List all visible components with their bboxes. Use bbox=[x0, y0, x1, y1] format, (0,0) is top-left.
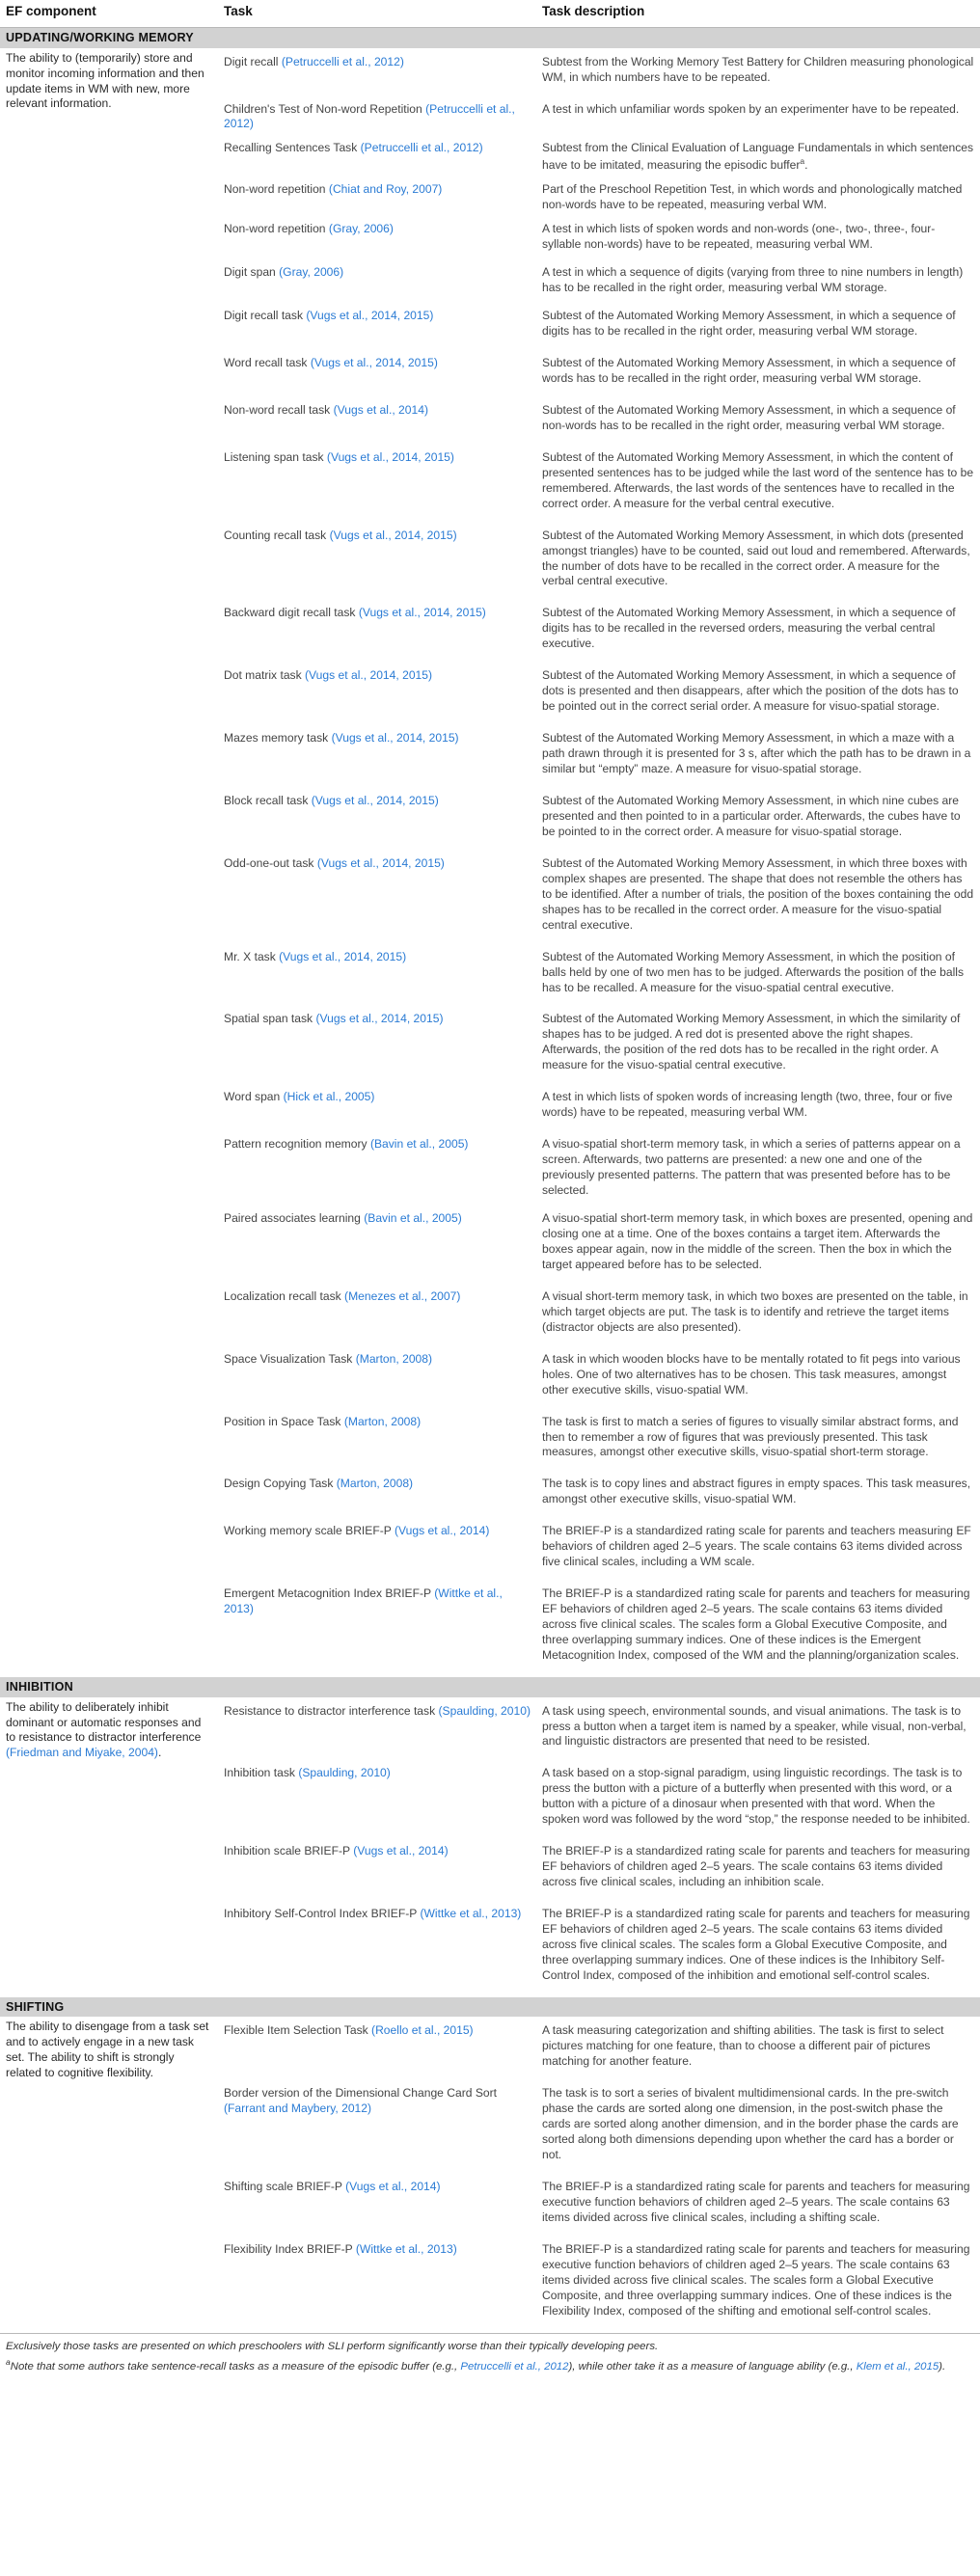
task-description: Subtest of the Automated Working Memory Assessment, in which a sequence of digits has to be recalled in the right order, measuring verbal WM storage. bbox=[542, 309, 956, 339]
task-name: Word span bbox=[224, 1090, 281, 1104]
citation-link[interactable]: (Farrant and Maybery, 2012) bbox=[224, 2101, 372, 2116]
citation-link[interactable]: (Petruccelli et al., 2012) bbox=[360, 141, 483, 155]
task-cell bbox=[218, 2017, 536, 2083]
task-name: Word recall task bbox=[224, 355, 308, 369]
task-name: Flexible Item Selection Task bbox=[224, 2023, 368, 2038]
citation-link[interactable]: (Vugs et al., 2014, 2015) bbox=[326, 449, 454, 464]
task-description: Subtest of the Automated Working Memory Assessment, in which a sequence of digits has to be recalled in the reversed orders, measuring the verbal central executive. bbox=[542, 606, 956, 651]
task-cell bbox=[218, 138, 536, 179]
task-cell bbox=[218, 1009, 536, 1087]
task-description: The BRIEF-P is a standardized rating scale for parents and teachers for measuring EF behaviors of children aged 2–5 years. The scale contains 63 items divided across five clinical scales, including an inhibition scale. bbox=[542, 1844, 970, 1889]
task-description: A test in which unfamiliar words spoken by an experimenter have to be repeated. bbox=[542, 101, 960, 116]
task-name: Odd-one-out task bbox=[224, 855, 314, 870]
task-name: Paired associates learning bbox=[224, 1211, 361, 1226]
task-cell bbox=[218, 2239, 536, 2333]
citation-link[interactable]: (Wittke et al., 2013) bbox=[224, 1586, 503, 1616]
task-name: Resistance to distractor interference task bbox=[224, 1703, 436, 1718]
header-row bbox=[0, 0, 980, 28]
task-name: Inhibitory Self-Control Index BRIEF-P bbox=[224, 1907, 418, 1921]
task-cell bbox=[218, 1841, 536, 1904]
task-description: The BRIEF-P is a standardized rating scale for parents and teachers for measuring executive function behaviors of children aged 2–5 years. The scale contains 63 items divided across five clinical scales, including a shifting scale. bbox=[542, 2180, 970, 2224]
citation-link[interactable]: (Vugs et al., 2014, 2015) bbox=[306, 309, 434, 323]
table-body bbox=[0, 28, 980, 2334]
task-cell bbox=[218, 1287, 536, 1349]
task-description: Subtest from the Clinical Evaluation of Language Fundamentals in which sentences have to be imitated, measuring the episodic buffer$^a$. bbox=[542, 141, 974, 173]
task-cell bbox=[218, 1087, 536, 1134]
task-name: Non-word recall task bbox=[224, 402, 331, 417]
table-row bbox=[0, 48, 980, 99]
task-name: Spatial span task bbox=[224, 1012, 313, 1026]
task-name: Dot matrix task bbox=[224, 668, 302, 683]
task-cell bbox=[218, 2177, 536, 2239]
task-cell bbox=[218, 1349, 536, 1412]
section-title: UPDATING/WORKING MEMORY bbox=[0, 28, 980, 48]
task-name: Children's Test of Non-word Repetition bbox=[224, 101, 422, 116]
task-description: Part of the Preschool Repetition Test, in which words and phonologically matched non-words have to be repeated, measuring verbal WM. bbox=[542, 182, 963, 212]
citation-link[interactable]: (Vugs et al., 2014, 2015) bbox=[310, 355, 438, 369]
task-cell bbox=[218, 306, 536, 353]
citation-link[interactable]: (Vugs et al., 2014, 2015) bbox=[315, 1012, 444, 1026]
citation-link[interactable]: (Vugs et al., 2014) bbox=[353, 1844, 449, 1858]
task-name: Digit span bbox=[224, 265, 276, 280]
citation-link[interactable]: (Chiat and Roy, 2007) bbox=[328, 182, 443, 197]
task-description: A task measuring categorization and shifting abilities. The task is first to select pictures matching for one feature, than to choose a different pair of pictures matching for another feature. bbox=[542, 2023, 944, 2069]
citation-link[interactable]: (Vugs et al., 2014, 2015) bbox=[331, 731, 459, 746]
citation-link[interactable]: (Marton, 2008) bbox=[355, 1351, 433, 1366]
task-description: The BRIEF-P is a standardized rating scale for parents and teachers for measuring executive function behaviors of children aged 2–5 years. The scale contains 63 items divided across five clinical scales. The scales form a Global Executive Composite, and three overlapping summary indices. One of these indices is the Flexibility Index, composed of the shifting and emotional self-control scales. bbox=[536, 2239, 980, 2333]
footnote-row bbox=[0, 2354, 980, 2374]
task-cell bbox=[218, 48, 536, 99]
task-name: Shifting scale BRIEF-P bbox=[224, 2180, 342, 2194]
citation-link[interactable]: (Roello et al., 2015) bbox=[371, 2023, 474, 2038]
section-title: INHIBITION bbox=[0, 1677, 980, 1697]
task-cell bbox=[218, 728, 536, 791]
header-task: Task bbox=[218, 0, 536, 28]
task-cell bbox=[218, 1763, 536, 1841]
task-name: Inhibition scale BRIEF-P bbox=[224, 1844, 350, 1858]
task-description: Subtest of the Automated Working Memory Assessment, in which a sequence of words has to be recalled in the right order, measuring verbal WM storage. bbox=[542, 355, 956, 385]
citation-link[interactable]: (Spaulding, 2010) bbox=[298, 1766, 391, 1780]
table-row bbox=[0, 2017, 980, 2083]
task-cell bbox=[218, 400, 536, 447]
task-name: Inhibition task bbox=[224, 1766, 295, 1780]
task-description: Subtest of the Automated Working Memory Assessment, in which three boxes with complex shapes are presented. The shape that does not resemble the others has to be identified. After a number of trials, the position of the boxes containing the odd shapes has to be recalled in the correct order. A measure for the visuo-spatial central executive. bbox=[542, 855, 974, 932]
task-cell bbox=[218, 179, 536, 219]
task-name: Mazes memory task bbox=[224, 731, 329, 746]
task-description: A task based on a stop-signal paradigm, using linguistic recordings. The task is to press the button with a picture of a butterfly when presented with this word, or a button with a picture of a dinosaur when presented with that word. When the spoken word was followed by the word “stop,” the response needed to be inhibited. bbox=[542, 1766, 970, 1827]
task-description: Subtest of the Automated Working Memory Assessment, in which the position of balls held by one of two men has to be judged. Afterwards the position of the balls has to be recalled. A measure for the visuo-spatial central executive. bbox=[542, 949, 964, 994]
citation-link[interactable]: (Marton, 2008) bbox=[336, 1477, 414, 1491]
task-name: Non-word repetition bbox=[224, 182, 326, 197]
task-description: The BRIEF-P is a standardized rating scale for parents and teachers for measuring EF behaviors of children aged 2–5 years. The scale contains 63 items divided across five clinical scales. The scales form a Global Executive Composite, and three overlapping summary indices. One of these indices is the Inhibitory Self-Control Index, composed of the inhibition and emotional self-control scales. bbox=[542, 1907, 970, 1982]
ef-component-definition: The ability to disengage from a task set and to actively engage in a new task set. The ability to shift is strongly related to cognitive flexibility. bbox=[6, 2020, 209, 2080]
citation-link[interactable]: (Friedman and Miyake, 2004) bbox=[6, 1746, 158, 1760]
citation-link[interactable]: (Marton, 2008) bbox=[343, 1414, 422, 1428]
task-cell bbox=[218, 665, 536, 728]
task-name: Design Copying Task bbox=[224, 1477, 334, 1491]
task-description: A visuo-spatial short-term memory task, in which boxes are presented, opening and closing one at a time. One of the boxes contains a target item. Afterwards the boxes appear again, now in the middle of the screen. Then the box in which the target appeared before has to be selected. bbox=[542, 1211, 973, 1271]
citation-link[interactable]: (Vugs et al., 2014, 2015) bbox=[279, 949, 407, 963]
task-cell bbox=[218, 2083, 536, 2177]
task-name: Flexibility Index BRIEF-P bbox=[224, 2241, 353, 2256]
citation-link[interactable]: (Gray, 2006) bbox=[279, 265, 344, 280]
task-name: Border version of the Dimensional Change Card Sort bbox=[224, 2086, 498, 2101]
citation-link[interactable]: (Vugs et al., 2014, 2015) bbox=[316, 855, 445, 870]
task-cell bbox=[218, 854, 536, 947]
task-cell bbox=[218, 1474, 536, 1521]
task-cell bbox=[218, 1904, 536, 1997]
citation-link[interactable]: (Vugs et al., 2014, 2015) bbox=[358, 606, 486, 620]
task-description: A test in which lists of spoken words of increasing length (two, three, four or five words) have to be repeated, measuring verbal WM. bbox=[542, 1090, 953, 1120]
task-name: Position in Space Task bbox=[224, 1414, 341, 1428]
citation-link[interactable]: (Bavin et al., 2005) bbox=[369, 1137, 469, 1152]
task-name: Digit recall task bbox=[224, 309, 303, 323]
citation-link[interactable]: (Gray, 2006) bbox=[328, 222, 394, 236]
header-task-description: Task description bbox=[536, 0, 980, 28]
task-description: The task is to copy lines and abstract figures in empty spaces. This task measures, amongst other executive skills, visuo-spatial WM. bbox=[542, 1477, 971, 1506]
task-name: Mr. X task bbox=[224, 949, 276, 963]
task-cell bbox=[218, 219, 536, 262]
task-name: Backward digit recall task bbox=[224, 606, 356, 620]
citation-link[interactable]: (Bavin et al., 2005) bbox=[364, 1211, 462, 1226]
citation-link[interactable]: (Vugs et al., 2014, 2015) bbox=[311, 794, 439, 807]
task-cell bbox=[218, 526, 536, 604]
task-cell bbox=[218, 353, 536, 400]
task-cell bbox=[218, 1134, 536, 1208]
task-description: Subtest of the Automated Working Memory Assessment, in which a sequence of dots is presented and then disappears, after which the position of the dots has to be pointed out in the correct serial order. A measure for visuo-spatial storage. bbox=[542, 668, 959, 714]
task-description: Subtest of the Automated Working Memory Assessment, in which the similarity of shapes has to be judged. A red dot is presented above the right shapes. Afterwards, the position of the red dots has to be recalled in the right order. A measure for the visuo-spatial central executive. bbox=[542, 1012, 961, 1072]
task-cell bbox=[218, 1584, 536, 1677]
task-description: Subtest from the Working Memory Test Battery for Children measuring phonological WM, in which numbers have to be repeated. bbox=[542, 54, 974, 84]
citation-link[interactable]: (Petruccelli et al., 2012) bbox=[224, 101, 515, 131]
task-name: Digit recall bbox=[224, 54, 279, 68]
citation-link[interactable]: (Spaulding, 2010) bbox=[438, 1703, 531, 1718]
task-cell bbox=[218, 603, 536, 665]
task-description: The task is first to match a series of figures to visually similar abstract forms, and then to remember a row of figures that was previously presented. This task measures, amongst other executive skills, visuo-spatial short-term storage. bbox=[542, 1414, 959, 1459]
citation-link[interactable]: (Vugs et al., 2014) bbox=[345, 2180, 441, 2194]
table-row bbox=[0, 1697, 980, 1764]
footnote-general: Exclusively those tasks are presented on which preschoolers with SLI perform significantly worse than their typically developing peers. bbox=[0, 2333, 980, 2354]
task-description: The BRIEF-P is a standardized rating scale for parents and teachers measuring EF behaviors of children aged 2–5 years. The scale contains 63 items divided across five clinical scales, including a WM scale. bbox=[542, 1524, 971, 1569]
task-description: The BRIEF-P is a standardized rating scale for parents and teachers for measuring EF behaviors of children aged 2–5 years. The scale contains 63 items divided across five clinical scales. The scales form a Global Executive Composite, and three overlapping summary indices. One of these indices is the Emergent Metacognition Index, composed of the WM and the planning/organization scales. bbox=[542, 1586, 970, 1662]
citation-link[interactable]: (Wittke et al., 2013) bbox=[420, 1907, 522, 1921]
task-description: A test in which lists of spoken words and non-words (one-, two-, three-, four- syllable non-words) have to be repeated, measuring verbal WM. bbox=[542, 222, 936, 252]
task-description: A visual short-term memory task, in which two boxes are presented on the table, in which target objects are put. The task is to identify and retrieve the target items (distractor objects are also presented). bbox=[542, 1288, 968, 1334]
task-description: Subtest of the Automated Working Memory Assessment, in which the content of presented sentences has to be judged while the last word of the sentence has to be remembered. Afterwards, the last words of the sentences have to recalled in the correct order. A measure for the verbal central executive. bbox=[542, 449, 974, 510]
task-description: Subtest of the Automated Working Memory Assessment, in which a sequence of non-words has to be recalled in the right order, measuring verbal WM storage. bbox=[542, 402, 956, 432]
task-name: Working memory scale BRIEF-P bbox=[224, 1524, 392, 1538]
task-name: Recalling Sentences Task bbox=[224, 141, 358, 155]
ef-component-definition: The ability to (temporarily) store and monitor incoming information and then update items in WM with new, more relevant information. bbox=[6, 50, 204, 111]
citation-link[interactable]: (Wittke et al., 2013) bbox=[355, 2241, 457, 2256]
section-header-row bbox=[0, 1997, 980, 2018]
footnote-a: $^a$Note that some authors take sentence-recall tasks as a measure of the episodic buffer (e.g., Petruccelli et al., 2012), while other take it as a measure of language ability (e.g., Klem et al., 2015). bbox=[6, 2356, 946, 2373]
citation-link[interactable]: Petruccelli et al., 2012 bbox=[460, 2360, 569, 2373]
task-description: A task using speech, environmental sounds, and visual animations. The task is to press a button when a target item is named by a speaker, while visual, non-verbal, and linguistic distractors are presented that need to be resisted. bbox=[542, 1703, 966, 1749]
citation-link[interactable]: (Vugs et al., 2014, 2015) bbox=[329, 528, 457, 542]
task-name: Localization recall task bbox=[224, 1288, 341, 1303]
citation-link[interactable]: (Menezes et al., 2007) bbox=[344, 1288, 461, 1303]
task-description: A test in which a sequence of digits (varying from three to nine numbers in length) has to be recalled in the right order, measuring verbal WM storage. bbox=[542, 265, 964, 295]
task-name: Counting recall task bbox=[224, 528, 327, 542]
footnote-row bbox=[0, 2333, 980, 2354]
task-cell bbox=[218, 1412, 536, 1475]
task-cell bbox=[218, 447, 536, 526]
section-header-row bbox=[0, 28, 980, 48]
citation-link[interactable]: (Petruccelli et al., 2012) bbox=[281, 54, 404, 68]
section-header-row bbox=[0, 1677, 980, 1697]
task-name: Space Visualization Task bbox=[224, 1351, 353, 1366]
task-cell bbox=[218, 1208, 536, 1287]
ef-component-definition: The ability to deliberately inhibit dominant or automatic responses and to resistance to distractor interference (Friedman and Miyake, 2004). bbox=[6, 1699, 202, 1760]
citation-link[interactable]: (Vugs et al., 2014, 2015) bbox=[305, 668, 433, 683]
task-description: Subtest of the Automated Working Memory Assessment, in which a maze with a path drawn through it is presented for 3 s, after which the path has to be drawn in a similar but “empty” maze. A measure for visuo-spatial storage. bbox=[542, 731, 971, 776]
task-description: A visuo-spatial short-term memory task, in which a series of patterns appear on a screen. Afterwards, two patterns are presented: a new one and one of the previously presented patterns. The pattern that was presented before has to be selected. bbox=[542, 1137, 961, 1198]
footnote-marker: a bbox=[6, 2356, 11, 2367]
task-name: Listening span task bbox=[224, 449, 324, 464]
task-cell bbox=[218, 947, 536, 1010]
citation-link[interactable]: (Hick et al., 2005) bbox=[283, 1090, 375, 1104]
task-cell bbox=[218, 262, 536, 306]
citation-link[interactable]: (Vugs et al., 2014) bbox=[395, 1524, 490, 1538]
task-cell bbox=[218, 1697, 536, 1764]
task-cell bbox=[218, 99, 536, 139]
task-name: Block recall task bbox=[224, 794, 309, 807]
citation-link[interactable]: Klem et al., 2015 bbox=[856, 2360, 939, 2373]
task-name: Pattern recognition memory bbox=[224, 1137, 368, 1152]
task-cell bbox=[218, 1521, 536, 1584]
task-name: Non-word repetition bbox=[224, 222, 326, 236]
task-description: A task in which wooden blocks have to be mentally rotated to fit pegs into various holes. One of two alternatives has to be chosen. This task measures, amongst other executive skills, visuo-spatial WM. bbox=[542, 1351, 961, 1396]
task-description: Subtest of the Automated Working Memory Assessment, in which nine cubes are presented and then pointed to in a particular order. Afterwards, the cubes have to be pointed to in the correct order. A measure for visuo-spatial storage. bbox=[542, 794, 961, 838]
citation-link[interactable]: (Vugs et al., 2014) bbox=[333, 402, 428, 417]
task-name: Emergent Metacognition Index BRIEF-P bbox=[224, 1586, 431, 1601]
section-title: SHIFTING bbox=[0, 1997, 980, 2018]
task-cell bbox=[218, 791, 536, 854]
task-description: Subtest of the Automated Working Memory Assessment, in which dots (presented amongst triangles) have to be counted, said out loud and remembered. Afterwards, the number of dots have to be recalled in the correct order. A measure for the verbal central executive. bbox=[542, 528, 970, 588]
header-ef-component: EF component bbox=[0, 0, 218, 28]
footnote-marker: a bbox=[800, 156, 805, 167]
task-description: The task is to sort a series of bivalent multidimensional cards. In the pre-switch phase the cards are sorted along one dimension, in the post-switch phase the cards are sorted along another dimension, and in the border phase the cards are sorted along both dimensions depending upon whether the card has a border or not. bbox=[542, 2086, 959, 2162]
